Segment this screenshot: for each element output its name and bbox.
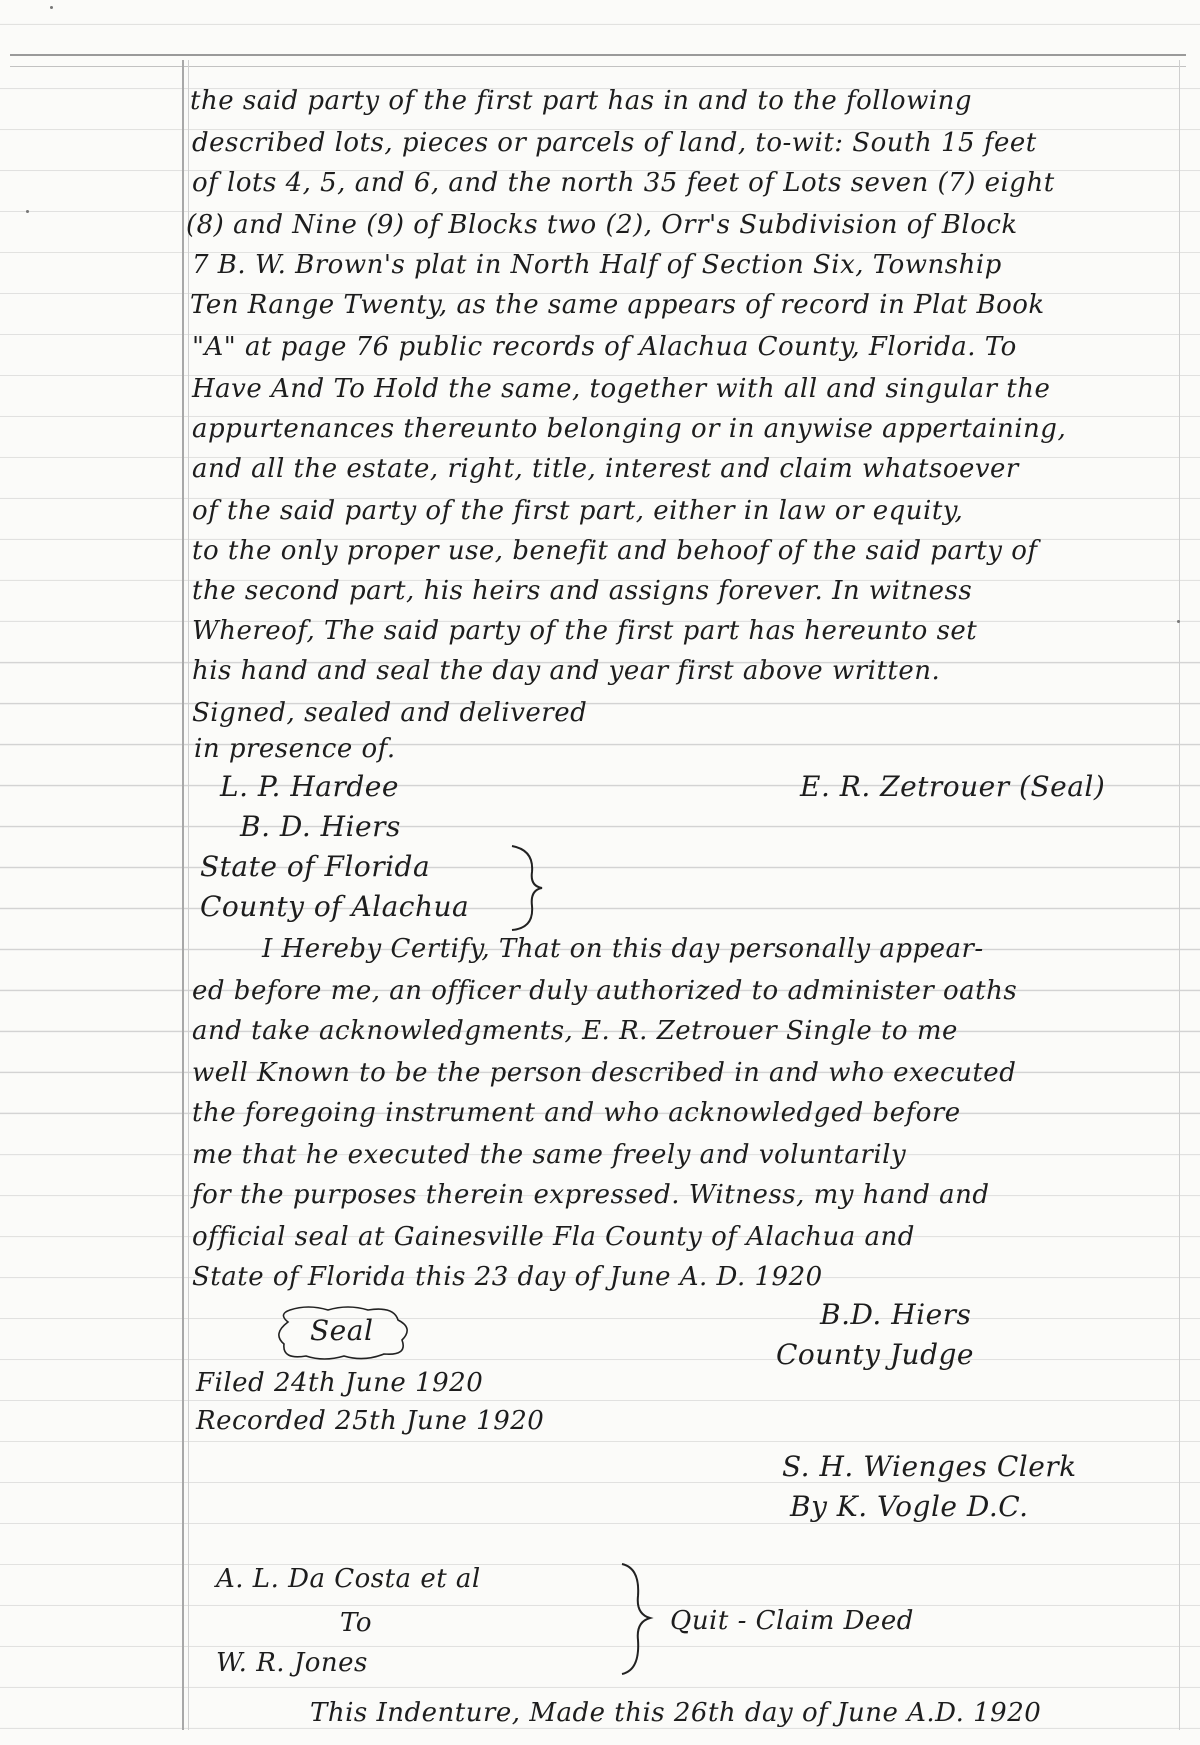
scan-speck [50, 6, 53, 9]
scan-speck [26, 210, 29, 213]
scan-speck [1177, 620, 1180, 623]
deed-type: Quit - Claim Deed [670, 1606, 914, 1636]
certificate-line: me that he executed the same freely and voluntarily [192, 1140, 907, 1170]
deed-text-line: the said party of the first part has in and to the following [190, 86, 973, 116]
deed-text-line: Signed, sealed and delivered [192, 698, 588, 728]
grantor-party: A. L. Da Costa et al [216, 1564, 481, 1594]
parties-brace [618, 1560, 658, 1678]
deed-text-line: and all the estate, right, title, interest and claim whatsoever [192, 454, 1019, 484]
deed-text-line: to the only proper use, benefit and behoof of the said party of [192, 536, 1038, 566]
grantor-signature: E. R. Zetrouer (Seal) [800, 770, 1106, 803]
deed-text-line: appurtenances thereunto belonging or in anywise appertaining, [192, 414, 1067, 444]
judge-title: County Judge [776, 1338, 974, 1371]
recorded-date: Recorded 25th June 1920 [196, 1406, 545, 1436]
left-margin-line [182, 60, 184, 1730]
deputy-signature: By K. Vogle D.C. [790, 1490, 1029, 1523]
party-to: To [340, 1608, 372, 1638]
deed-text-line: described lots, pieces or parcels of land, to-wit: South 15 feet [192, 128, 1037, 158]
seal-label: Seal [310, 1314, 374, 1347]
clerk-signature: S. H. Wienges Clerk [782, 1450, 1077, 1483]
deed-text-line: (8) and Nine (9) of Blocks two (2), Orr's Subdivision of Block [186, 210, 1018, 240]
venue-county: County of Alachua [200, 890, 470, 923]
certificate-line: and take acknowledgments, E. R. Zetrouer Single to me [192, 1016, 958, 1046]
witness-signature: B. D. Hiers [240, 810, 401, 843]
judge-signature: B.D. Hiers [820, 1298, 972, 1331]
witness-signature: L. P. Hardee [220, 770, 399, 803]
deed-text-line: his hand and seal the day and year first above written. [192, 656, 941, 686]
top-rule [10, 54, 1186, 56]
certificate-line: for the purposes therein expressed. Witness, my hand and [192, 1180, 990, 1210]
certificate-line: ed before me, an officer duly authorized to administer oaths [192, 976, 1018, 1006]
deed-text-line: "A" at page 76 public records of Alachua County, Florida. To [192, 332, 1017, 362]
deed-text-line: Ten Range Twenty, as the same appears of record in Plat Book [190, 290, 1045, 320]
certificate-line: official seal at Gainesville Fla County of Alachua and [192, 1222, 915, 1252]
venue-brace [508, 842, 548, 934]
filed-date: Filed 24th June 1920 [196, 1368, 484, 1398]
certificate-line: I Hereby Certify, That on this day personally appear- [262, 934, 984, 964]
deed-text-line: in presence of. [194, 734, 396, 764]
deed-text-line: the second part, his heirs and assigns forever. In witness [192, 576, 973, 606]
certificate-line: State of Florida this 23 day of June A. D. 1920 [192, 1262, 823, 1292]
right-margin-line [1179, 60, 1180, 1730]
top-rule-secondary [10, 66, 1186, 67]
indenture-opening-line: This Indenture, Made this 26th day of June A.D. 1920 [310, 1698, 1042, 1728]
left-margin-line-inner [188, 60, 189, 1730]
grantee-party: W. R. Jones [216, 1648, 368, 1678]
venue-state: State of Florida [200, 850, 431, 883]
deed-text-line: Have And To Hold the same, together with all and singular the [192, 374, 1051, 404]
deed-text-line: Whereof, The said party of the first part has hereunto set [192, 616, 978, 646]
deed-text-line: 7 B. W. Brown's plat in North Half of Section Six, Township [192, 250, 1002, 280]
deed-text-line: of the said party of the first part, either in law or equity, [192, 496, 964, 526]
certificate-line: well Known to be the person described in and who executed [192, 1058, 1017, 1088]
deed-text-line: of lots 4, 5, and 6, and the north 35 feet of Lots seven (7) eight [192, 168, 1055, 198]
certificate-line: the foregoing instrument and who acknowledged before [192, 1098, 961, 1128]
